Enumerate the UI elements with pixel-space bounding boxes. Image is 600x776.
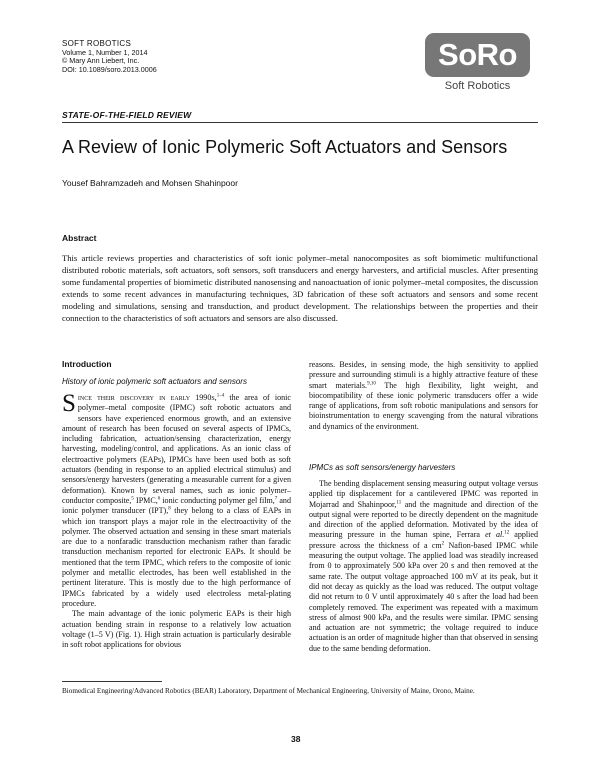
paragraph-text: reasons. Besides, in sensing mode, the high sensitivity to applied pressure and surrounding stimuli is a highly attractive feature of these smart materials. bbox=[309, 360, 538, 390]
journal-info bbox=[62, 40, 157, 74]
paragraph-text: they belong to a class of EAPs in which ion transport plays a major role in the electroactivity of the polymer. The observed actuation and sensing in these smart materials are due to a nonfaradic transduction mechanism rather than faradic transduction mechanism reported for electronic EAPs. It should be mentioned that the term IPMC, which refers to the composite of ionic polymer and metallic electrodes, has been well established in the pertinent literature. This is mostly due to the high performance of IPMCs fabricated by a widely used electroless metal-plating procedure. bbox=[62, 506, 291, 608]
intro-paragraph-1 bbox=[62, 390, 291, 609]
ipmc-section-body bbox=[309, 479, 538, 654]
introduction-heading: Introduction bbox=[62, 359, 112, 369]
paragraph-text: IPMC, bbox=[133, 495, 158, 505]
citation: 6 bbox=[157, 496, 161, 502]
citation: 1–4 bbox=[216, 393, 225, 399]
right-column bbox=[309, 360, 538, 432]
drop-cap: S bbox=[62, 390, 76, 417]
citation: 11 bbox=[396, 499, 402, 505]
ipmc-subheading: IPMCs as soft sensors/energy harvesters bbox=[309, 463, 456, 472]
citation: 9,10 bbox=[367, 380, 376, 386]
ipmc-paragraph-1 bbox=[309, 479, 538, 654]
paragraph-text: ionic conducting polymer gel film, bbox=[160, 495, 275, 505]
citation: 12 bbox=[504, 530, 510, 536]
citation: 5 bbox=[131, 496, 134, 502]
left-column bbox=[62, 390, 291, 650]
logo-subtitle: Soft Robotics bbox=[444, 80, 511, 92]
intro-paragraph-2: The main advantage of the ionic polymeric EAPs is their high actuation bending strain in response to a relatively low actuation voltage (1–5 V) (Fig. 1). High strain actuation is particularly desirable in soft robot applications for obvious bbox=[62, 609, 291, 650]
history-subheading: History of ionic polymeric soft actuators and sensors bbox=[62, 377, 247, 386]
page-number: 38 bbox=[291, 734, 301, 744]
citation: 7 bbox=[274, 496, 278, 502]
logo-mark: SoRo bbox=[425, 33, 530, 77]
paragraph-text: The high flexibility, light weight, and biocompatibility of these ionic polymeric transducers offer a wide range of applications, from soft robotic manipulations and sensors for bioinstrumentation to energy scavenging from the natural vibrations and dynamics of the environment. bbox=[309, 380, 538, 431]
section-label: STATE-OF-THE-FIELD REVIEW bbox=[62, 110, 192, 120]
paragraph-text: The bending displacement sensing measuring output voltage versus applied tip displacement for a cantilevered IPMC was reported in Mojarrad and Shahinpoor, bbox=[309, 479, 538, 509]
lead-in: ince their discovery in early 1990s, bbox=[77, 393, 217, 402]
article-title: A Review of Ionic Polymeric Soft Actuators and Sensors bbox=[62, 137, 508, 157]
superscript: 2 bbox=[441, 541, 445, 547]
paragraph-text: applied pressure across the thickness of a cm bbox=[309, 530, 538, 550]
footnote-divider bbox=[62, 681, 162, 682]
journal-name: SOFT ROBOTICS bbox=[62, 39, 132, 48]
author-list: Yousef Bahramzadeh and Mohsen Shahinpoor bbox=[62, 178, 238, 188]
citation: 8 bbox=[168, 506, 171, 512]
paragraph-text: the area of ionic polymer–metal composite (IPMC) soft robotic actuators and sensors have experienced enormous growth, and an extensive amount of research has been focused on several aspects of IPMCs, including fabrication, actuation/sensing characterization, energy harvesting, modeling/control, and applications. As an ionic class of electroactive polymers (EAPs), IPMCs have been used both as soft actuators (bending in response to an applied electrical stimulus) and sensors/energy harvesters (generating a measurable current for a given deformation). Known by several names, such as ionic polymer–conductor composite, bbox=[62, 393, 291, 505]
affiliation-footnote: Biomedical Engineering/Advanced Robotics (BEAR) Laboratory, Department of Mechanical Engineering, University of Maine, Orono, Maine. bbox=[62, 687, 475, 695]
et-al: et al. bbox=[485, 530, 505, 540]
header-divider bbox=[62, 122, 538, 123]
journal-volume: Volume 1, Number 1, 2014 bbox=[62, 47, 148, 57]
journal-copyright: © Mary Ann Liebert, Inc. bbox=[62, 56, 140, 66]
abstract-text: This article reviews properties and characteristics of soft ionic polymer–metal nanocomposites as soft biomimetic multifunctional distributed robotic materials, soft actuators, soft sensors, soft transducers and energy harvesters, and artificial muscles. After presenting some fundamental properties of biomimetic distributed nanosensing and nanoactuation of ionic polymer–metal composites, the discussion extends to some recent advances in manufacturing techniques, 3D fabrication of these soft actuators and sensors and some recent modeling and simulations, sensing and transduction, and product development. The relationships between the properties and their connection to the characteristics of soft actuators and sensors are also discussed. bbox=[62, 253, 538, 323]
paragraph-text: Nafion-based IPMC while measuring the output voltage. The applied load was steadily increased from 0 to approximately 500 kPa over 20 s and then removed at the same rate. The output voltage approached 100 mV at its peak, but it did not decay as quickly as the load was reduced. The output voltage did not return to 0 V until approximately 40 s after the load had been completely removed. The experiment was repeated with a maximum stress of almost 900 kPa, and the results were similar. IPMC sensing and actuation are not symmetric; the voltage required to induce actuation is an order of magnitude higher than that observed in sensing due to the same bending deformation. bbox=[309, 540, 538, 653]
journal-logo bbox=[425, 33, 530, 95]
intro-paragraph-continued bbox=[309, 360, 538, 432]
paragraph-text: and ionic polymer transducer (IPT), bbox=[62, 495, 291, 516]
journal-doi: DOI: 10.1089/soro.2013.0006 bbox=[62, 64, 157, 74]
paragraph-text: and the magnitude and direction of the output signal were reported to be directly dependent on the magnitude and direction of the applied deformation. Motivated by the idea of measuring pressure in the human spine, Ferrara bbox=[309, 499, 538, 540]
abstract-heading: Abstract bbox=[62, 233, 97, 243]
